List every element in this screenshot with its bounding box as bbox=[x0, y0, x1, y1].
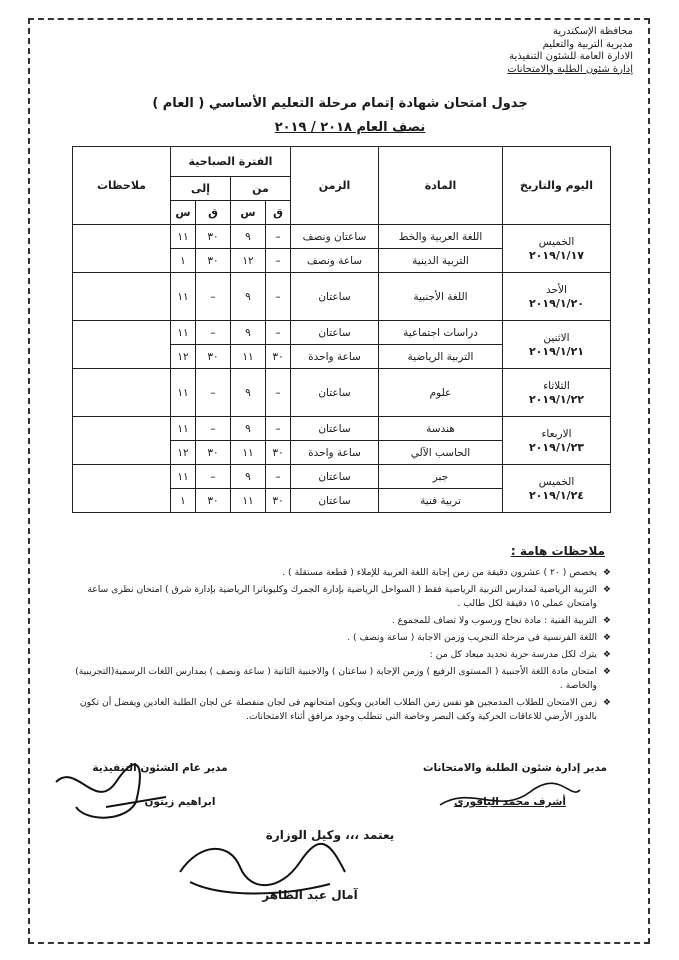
header-to: إلى bbox=[171, 177, 231, 201]
subject-cell: دراسات اجتماعية bbox=[379, 321, 503, 345]
to-hour-cell: ١١ bbox=[171, 465, 196, 489]
notes-cell bbox=[73, 321, 171, 369]
to-hour-cell: ١١ bbox=[171, 225, 196, 249]
to-minute-cell: – bbox=[196, 465, 231, 489]
to-minute-cell: ٣٠ bbox=[196, 489, 231, 513]
duration-cell: ساعتان bbox=[291, 321, 379, 345]
subject-cell: علوم bbox=[379, 369, 503, 417]
table-row bbox=[73, 465, 611, 489]
note-item: ❖ التربية الفنية : مادة نجاح ورسوب ولا تضاف للمجموع . bbox=[71, 614, 611, 628]
subject-cell: التربية الدينية bbox=[379, 249, 503, 273]
handwritten-signature-center bbox=[160, 822, 360, 902]
header-minute: ق bbox=[196, 201, 231, 225]
table-row bbox=[73, 369, 611, 417]
to-hour-cell: ١٢ bbox=[171, 345, 196, 369]
notes-cell bbox=[73, 417, 171, 465]
table-row bbox=[73, 225, 611, 249]
notes-list bbox=[71, 566, 611, 727]
exam-date: ٢٠١٩/١/٢٤ bbox=[528, 488, 585, 502]
to-minute-cell: – bbox=[196, 321, 231, 345]
duration-cell: ساعتان ونصف bbox=[291, 225, 379, 249]
duration-cell: ساعة واحدة bbox=[291, 441, 379, 465]
subject-cell: اللغة العربية والخط bbox=[379, 225, 503, 249]
approval-name: آمال عبد الظاهر bbox=[262, 888, 358, 902]
header-minute: ق bbox=[266, 201, 291, 225]
from-hour-cell: ٩ bbox=[231, 273, 266, 321]
from-hour-cell: ٩ bbox=[231, 225, 266, 249]
day-date-cell bbox=[503, 321, 611, 369]
day-date-cell bbox=[503, 273, 611, 321]
header-hour: س bbox=[171, 201, 196, 225]
to-hour-cell: ١١ bbox=[171, 273, 196, 321]
note-item: ❖ يخصص ( ٢٠ ) عشرون دقيقة من زمن إجابة اللغة العربية للإملاء ( قطعة مستقلة ) . bbox=[71, 566, 611, 580]
exam-schedule-table bbox=[72, 146, 611, 513]
header-line: محافظة الإسكندرية bbox=[552, 26, 633, 37]
table-row bbox=[73, 417, 611, 441]
header-hour: س bbox=[231, 201, 266, 225]
to-hour-cell: ١ bbox=[171, 249, 196, 273]
to-minute-cell: ٣٠ bbox=[196, 441, 231, 465]
day-name: الخميس bbox=[538, 235, 575, 248]
duration-cell: ساعتان bbox=[291, 465, 379, 489]
to-hour-cell: ١١ bbox=[171, 417, 196, 441]
day-date-cell bbox=[503, 417, 611, 465]
day-name: الثلاثاء bbox=[543, 379, 570, 392]
from-hour-cell: ١١ bbox=[231, 441, 266, 465]
header-line: إدارة شئون الطلبة والامتحانات bbox=[507, 63, 633, 75]
handwritten-signature-right bbox=[430, 770, 590, 820]
note-item: ❖ يترك لكل مدرسة حرية تحديد ميعاد كل من : bbox=[71, 648, 611, 662]
from-minute-cell: – bbox=[266, 321, 291, 345]
right-signature-title: مدير إدارة شئون الطلبة والامتحانات bbox=[422, 762, 608, 774]
to-hour-cell: ١١ bbox=[171, 369, 196, 417]
header-from: من bbox=[231, 177, 291, 201]
header-day-date: اليوم والتاريخ bbox=[503, 147, 611, 225]
day-date-cell bbox=[503, 369, 611, 417]
notes-cell bbox=[73, 225, 171, 273]
table-row bbox=[73, 321, 611, 345]
subject-cell: هندسة bbox=[379, 417, 503, 441]
table-row bbox=[73, 273, 611, 321]
exam-date: ٢٠١٩/١/٢١ bbox=[528, 344, 585, 358]
left-signature-title: مدير عام الشئون التنفيذية bbox=[92, 762, 228, 774]
day-date-cell bbox=[503, 225, 611, 273]
subject-cell: جبر bbox=[379, 465, 503, 489]
to-minute-cell: – bbox=[196, 417, 231, 441]
from-minute-cell: – bbox=[266, 417, 291, 441]
header-subject: المادة bbox=[379, 147, 503, 225]
day-name: الاربعاء bbox=[541, 427, 572, 440]
from-minute-cell: ٣٠ bbox=[266, 489, 291, 513]
subject-cell: اللغة الأجنبية bbox=[379, 273, 503, 321]
duration-cell: ساعتان bbox=[291, 273, 379, 321]
admin-header bbox=[433, 26, 633, 76]
notes-cell bbox=[73, 273, 171, 321]
exam-date: ٢٠١٩/١/٢٢ bbox=[528, 392, 585, 406]
to-hour-cell: ١ bbox=[171, 489, 196, 513]
to-minute-cell: ٣٠ bbox=[196, 249, 231, 273]
left-signature-name: ابراهيم زيتون bbox=[144, 796, 216, 808]
duration-cell: ساعتان bbox=[291, 417, 379, 441]
right-signature-name: أشرف محمد الباقورى bbox=[453, 796, 567, 808]
from-hour-cell: ١١ bbox=[231, 345, 266, 369]
day-name: الأحد bbox=[546, 283, 567, 296]
from-minute-cell: ٣٠ bbox=[266, 441, 291, 465]
header-notes: ملاحظات bbox=[73, 147, 171, 225]
to-minute-cell: – bbox=[196, 369, 231, 417]
to-minute-cell: ٣٠ bbox=[196, 225, 231, 249]
duration-cell: ساعتان bbox=[291, 489, 379, 513]
exam-date: ٢٠١٩/١/١٧ bbox=[528, 248, 585, 262]
exam-date: ٢٠١٩/١/٢٠ bbox=[528, 296, 585, 310]
from-minute-cell: ٣٠ bbox=[266, 345, 291, 369]
notes-cell bbox=[73, 369, 171, 417]
notes-title: ملاحظات هامة : bbox=[510, 544, 605, 558]
duration-cell: ساعة واحدة bbox=[291, 345, 379, 369]
from-minute-cell: – bbox=[266, 249, 291, 273]
to-minute-cell: ٣٠ bbox=[196, 345, 231, 369]
header-line: الادارة العامة للشئون التنفيذية bbox=[509, 51, 633, 62]
to-hour-cell: ١٢ bbox=[171, 441, 196, 465]
document-title: جدول امتحان شهادة إتمام مرحلة التعليم الأساسي ( العام ) bbox=[152, 96, 528, 111]
header-duration: الزمن bbox=[291, 147, 379, 225]
from-hour-cell: ٩ bbox=[231, 321, 266, 345]
from-hour-cell: ٩ bbox=[231, 465, 266, 489]
to-hour-cell: ١١ bbox=[171, 321, 196, 345]
day-name: الاثنين bbox=[543, 331, 570, 344]
from-minute-cell: – bbox=[266, 225, 291, 249]
header-line: مديرية التربية والتعليم bbox=[542, 38, 633, 50]
from-minute-cell: – bbox=[266, 273, 291, 321]
note-item: ❖ امتحان مادة اللغة الأجنبية ( المستوى الرفيع ) وزمن الإجابة ( ساعتان ) والاجنبية الثانية ( ساعة ونصف ) بمدارس اللغات الرسمية(التجريبية) والخاصة . bbox=[71, 665, 611, 693]
note-item: ❖ زمن الامتحان للطلاب المدمجين هو نفس زمن الطلاب العادين ويكون امتحانهم فى لجان منفصلة عن لجان الطلبة العادين ويفضل أن تكون بالدور الأرضي للاعاقات الحركية وكف البصر وخاصة التى تتطلب وجود مرافق أثناء الامتحانات. bbox=[71, 696, 611, 724]
exam-date: ٢٠١٩/١/٢٣ bbox=[528, 440, 585, 454]
handwritten-signature-left bbox=[46, 752, 186, 832]
duration-cell: ساعة ونصف bbox=[291, 249, 379, 273]
subject-cell: تربية فنية bbox=[379, 489, 503, 513]
to-minute-cell: – bbox=[196, 273, 231, 321]
from-hour-cell: ٩ bbox=[231, 369, 266, 417]
from-minute-cell: – bbox=[266, 369, 291, 417]
from-hour-cell: ١٢ bbox=[231, 249, 266, 273]
document-subtitle: نصف العام ٢٠١٨ / ٢٠١٩ bbox=[274, 120, 426, 135]
note-item: ❖ التربية الرياضية لمدارس التربية الرياضية فقط ( السواحل الرياضية بإدارة الجمرك وكليوباترا الرياضية بإدارة شرق ) امتحان نظرى ساعة وامتحان عملى ١٥ دقيقة لكل طالب . bbox=[71, 583, 611, 611]
header-morning-period: الفترة الصباحية bbox=[171, 147, 291, 177]
from-hour-cell: ١١ bbox=[231, 489, 266, 513]
duration-cell: ساعتان bbox=[291, 369, 379, 417]
subject-cell: الحاسب الآلي bbox=[379, 441, 503, 465]
day-date-cell bbox=[503, 465, 611, 513]
subject-cell: التربية الرياضية bbox=[379, 345, 503, 369]
note-item: ❖ اللغة الفرنسية فى مرحلة التجريب وزمن الاجابة ( ساعة ونصف ) . bbox=[71, 631, 611, 645]
from-hour-cell: ٩ bbox=[231, 417, 266, 441]
notes-cell bbox=[73, 465, 171, 513]
from-minute-cell: – bbox=[266, 465, 291, 489]
approval-label: يعتمد ،،، وكيل الوزارة bbox=[265, 828, 395, 842]
day-name: الخميس bbox=[538, 475, 575, 488]
